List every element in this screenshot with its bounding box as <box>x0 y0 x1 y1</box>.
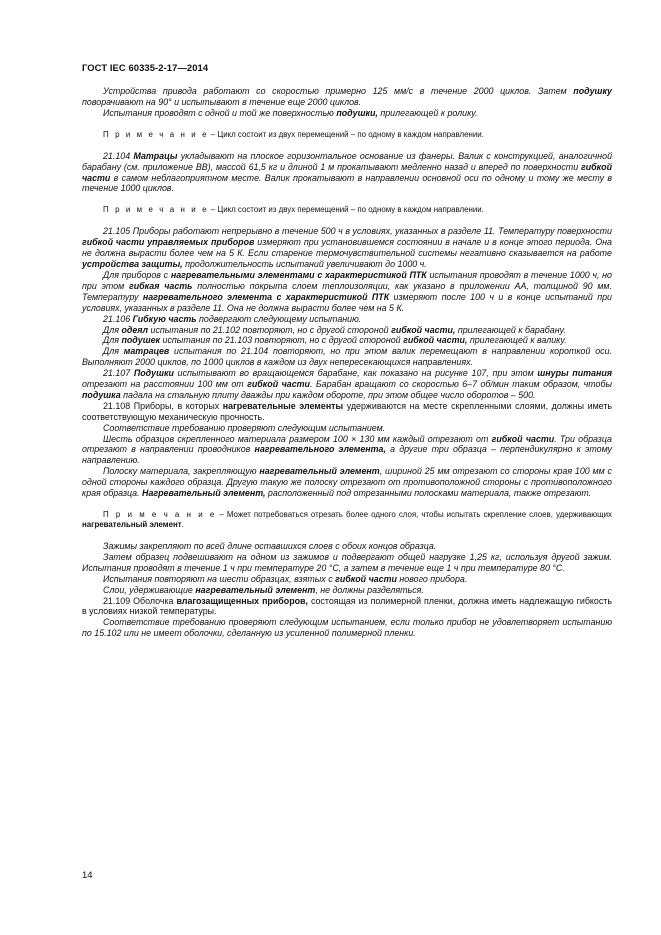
text-run: 21.107 <box>103 368 134 379</box>
bold-term: гибкой части <box>82 161 612 183</box>
text-run: , шириной 25 мм отрезают со стороны края 100 мм с одной стороны каждого образца. Другую такую же полоску отрезают от противоположной стороны с противоположного края образца. <box>82 466 612 499</box>
text-run: 21.106 <box>103 313 133 324</box>
bold-term: Нагревательный элемент, <box>142 488 266 499</box>
note <box>82 205 612 215</box>
paragraph-p3 <box>82 151 612 195</box>
bold-term: гибкой части, <box>403 335 468 346</box>
text-run: Полоску материала, закрепляющую <box>103 466 260 477</box>
text-run: 21.108 Приборы, в которых <box>103 400 223 411</box>
paragraph-p17 <box>82 574 612 585</box>
bold-term: нагревательный элемент <box>82 520 182 529</box>
bold-term: подушки, <box>336 107 378 118</box>
paragraph-p7 <box>82 325 612 336</box>
paragraph-p9 <box>82 346 612 368</box>
text-run: . Барабан вращают со скоростью 6–7 об/мин таким образом, чтобы <box>309 379 613 390</box>
paragraph-p14 <box>82 466 612 499</box>
text-run: Испытания повторяют на шести образцах, взятых с <box>103 573 336 584</box>
text-run: испытания по 21.104 повторяют, но при этом валик перемещают в направлении короткой оси. Выполняют 2000 циклов, по 1000 циклов в каждом из двух непересекающихся направлениях. <box>82 346 612 368</box>
bold-term: шнуры питания <box>537 368 612 379</box>
paragraph-p11 <box>82 401 612 423</box>
text-run: нового прибора. <box>396 573 468 584</box>
text-run: испытания по 21.102 повторяют, но с другой стороной <box>148 324 392 335</box>
text-run: испытания проводят в течение 1000 ч, но при этом <box>82 269 612 291</box>
text-run: отрезают на расстоянии 100 мм от <box>82 379 248 390</box>
bold-term: Матрацы <box>133 150 178 161</box>
bold-term: нагревательный элемент <box>195 584 316 595</box>
note-label: П р и м е ч а н и е <box>103 510 217 519</box>
text-run: Для <box>103 324 122 335</box>
bold-term: гибкой части, <box>391 324 456 335</box>
text-run: Затем образец подвешивают на одном из зажимов и подвергают общей нагрузке 1,25 кг, используя другой зажим. Испытания проводят в течение 1 ч при температуре 20 °С, а затем в течение еще 1 ч при температуре 80 °С. <box>82 551 612 573</box>
text-run: 21.105 Приборы работают непрерывно в течение 500 ч в условиях, указанных в разделе 11. Температуру поверхности <box>103 226 612 237</box>
bold-term: подушка <box>82 389 121 400</box>
text-run: полностью покрыта слоем теплоизоляции, как указано в приложении АА, толщиной 90 мм. Температуру <box>82 280 612 302</box>
paragraph-p10 <box>82 368 612 401</box>
text-run: расположенный под отрезанными полосками материала, также отрезают. <box>265 488 592 499</box>
text-run: прилегающей к валику. <box>467 335 567 346</box>
document-body <box>82 86 612 639</box>
text-run: Испытания проводят с одной и той же поверхностью <box>103 107 337 118</box>
bold-term: нагревательного элемента с характеристикой ПТК <box>142 291 390 302</box>
text-run: – Цикл состоит из двух перемещений – по одному в каждом направлении. <box>208 205 484 215</box>
paragraph-p2 <box>82 108 612 119</box>
paragraph-p15 <box>82 541 612 552</box>
paragraph-p5 <box>82 270 612 314</box>
bold-term: Подушки <box>133 368 174 379</box>
bold-term: гибкой части <box>335 573 397 584</box>
text-run: . Три образца отрезают в направлении проводников <box>82 433 612 455</box>
bold-term: нагревательного элемента, <box>254 444 386 455</box>
bold-term: гибкой части управляемых приборов <box>82 237 255 248</box>
text-run: Устройства привода работают со скоростью примерно 125 мм/с в течение 2000 циклов. Затем <box>103 86 574 96</box>
paragraph-p18 <box>82 585 612 596</box>
paragraph-p4 <box>82 226 612 270</box>
text-run: прилегающей к ролику. <box>377 107 478 118</box>
text-run: Зажимы закрепляют по всей длине оставшихся слоев с обоих концов образца. <box>103 541 437 551</box>
text-run: удерживаются на месте скрепленными слоями, должны иметь соответствующую механическую прочность. <box>82 400 613 422</box>
text-run: Для <box>103 346 124 357</box>
text-run: прилегающей к барабану. <box>455 324 566 335</box>
page-number: 14 <box>82 870 93 881</box>
paragraph-p19 <box>82 596 612 618</box>
text-run: 21.109 Оболочка <box>103 595 177 606</box>
bold-term: подушку <box>573 86 612 96</box>
bold-term: матрацев <box>123 346 170 357</box>
paragraph-p13 <box>82 434 612 467</box>
paragraph-p20 <box>82 617 612 639</box>
text-run: Шесть образцов скрепленного материала размером 100 × 130 мм каждый отрезают от <box>103 433 492 444</box>
text-run: Соответствие требованию проверяют следующим испытанием, если только прибор не удовлетворяет испытанию по 15.102 или не имеет оболочки, сделанную из усиленной полимерной пленки. <box>82 617 612 639</box>
text-run: Для <box>103 335 122 346</box>
text-run: укладывают на плоское горизонтальное основание из фанеры. Валик с конструкцией, аналогичной барабану (см. приложение ВВ), массой 61,5 кг и длиной 1 м прокатывают медленно назад и вперед по поверхности <box>82 150 612 172</box>
text-run: 21.104 <box>103 150 134 161</box>
document-header: ГОСТ IEC 60335-2-17—2014 <box>82 62 209 73</box>
note <box>82 130 612 140</box>
text-run: испытания по 21.103 повторяют, но с другой стороной <box>160 335 404 346</box>
bold-term: нагревательные элементы <box>222 400 344 411</box>
text-run: продолжительность испытаний увеличивают до 1000 ч. <box>182 259 427 270</box>
bold-term: устройства защиты, <box>82 259 183 270</box>
note-label: П р и м е ч а н и е <box>103 205 209 215</box>
paragraph-p6 <box>82 314 612 325</box>
note <box>82 510 612 530</box>
bold-term: нагревательный элемент <box>259 466 380 477</box>
bold-term: гибкой части <box>491 433 555 444</box>
text-run: в самом неблагоприятном месте. Валик прокатывают в направлении основной оси по одному и тому же месту в течение 1000 циклов. <box>82 172 612 194</box>
text-run: Слои, удерживающие <box>103 584 196 595</box>
text-run: Соответствие требованию проверяют следующим испытанием. <box>103 422 386 433</box>
text-run: измеряют при установившемся состоянии в начале и в конце этого периода. Она не должна вырасти более чем на 5 К. Если старение термочувствительной системы негативно сказывается на работе <box>82 237 612 259</box>
text-run: – Цикл состоит из двух перемещений – по одному в каждом направлении. <box>208 129 484 139</box>
bold-term: гибкой части <box>247 379 310 390</box>
text-run: поворачивают на 90° и испытывают в течение еще 2000 циклов. <box>82 96 362 107</box>
bold-term: подушек <box>121 335 161 346</box>
paragraph-p12 <box>82 423 612 434</box>
text-run: измеряют после 100 ч и в конце испытаний при условиях, указанных в разделе 11. Она не должна вырасти более чем на 5 К. <box>82 291 612 313</box>
paragraph-p16 <box>82 552 612 574</box>
text-run: подвергают следующему испытанию. <box>196 313 362 324</box>
bold-term: одеял <box>121 324 149 335</box>
bold-term: гибкая часть <box>129 280 193 291</box>
text-run: а другие три образца – перпендикулярно к этому направлению. <box>82 444 612 466</box>
paragraph-p8 <box>82 335 612 346</box>
text-run: . <box>181 520 184 529</box>
paragraph-p1 <box>82 86 612 108</box>
text-run: испытывают во вращающемся барабане, как показано на рисунке 107, при этом <box>173 368 538 379</box>
note-label: П р и м е ч а н и е <box>103 129 209 139</box>
bold-term: влагозащищенных приборов, <box>176 595 308 606</box>
bold-term: Гибкую часть <box>132 313 197 324</box>
text-run: состоящая из полимерной пленки, должна иметь надлежащую гибкость в условиях низкой температуры. <box>82 595 612 617</box>
text-run: – Может потребоваться отрезать более одного слоя, чтобы испытать скрепление слоев, удерживающих <box>216 510 612 519</box>
text-run: Для приборов с <box>103 269 171 280</box>
bold-term: нагревательными элементами с характеристикой ПТК <box>170 269 427 280</box>
text-run: , не должны разделяться. <box>315 584 424 595</box>
text-run: падала на стальную плиту дважды при каждом обороте, при этом общее число оборотов – 500. <box>120 389 536 400</box>
